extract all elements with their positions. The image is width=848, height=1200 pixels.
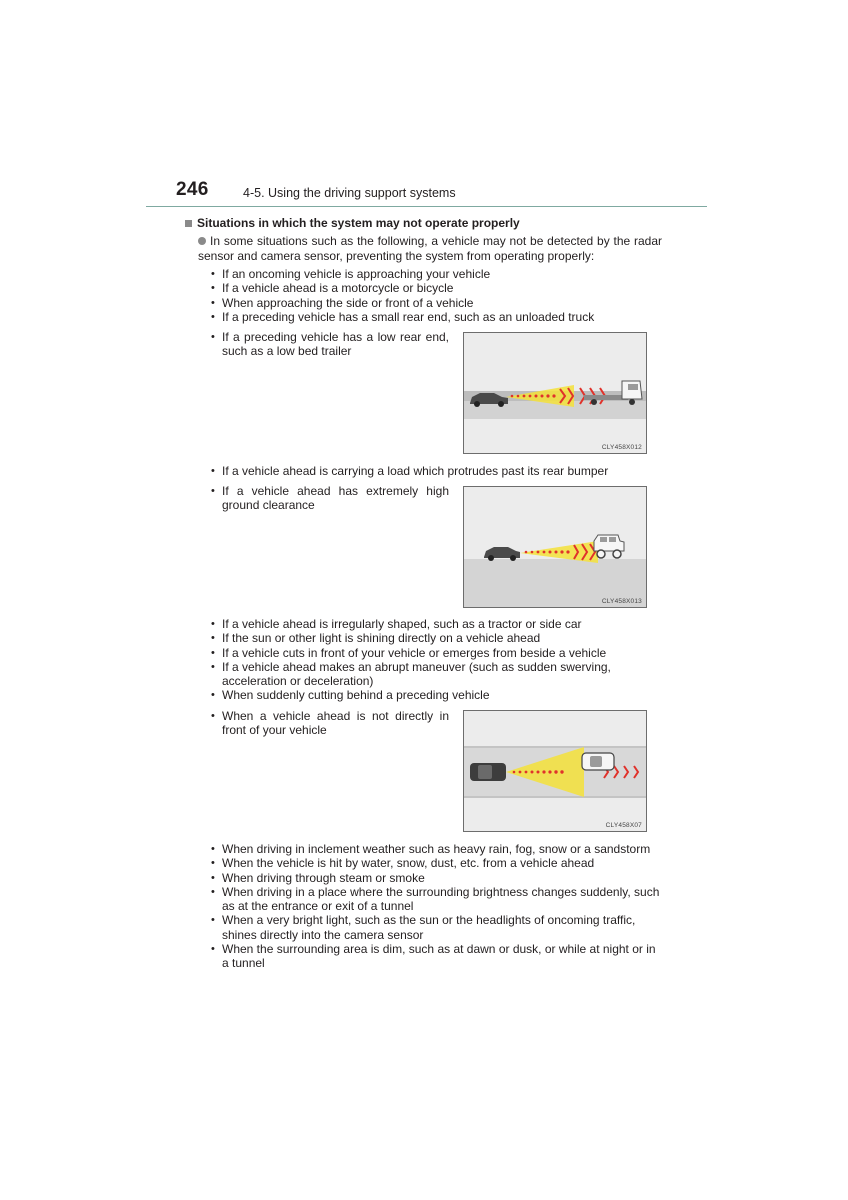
bullet-list-4	[209, 842, 661, 971]
list-item: • If a vehicle ahead makes an abrupt maneuver (such as sudden swerving, acceleration or deceleration)	[211, 659, 611, 689]
list-item: • If an oncoming vehicle is approaching your vehicle	[211, 267, 491, 281]
section-heading	[185, 216, 520, 230]
list-item: • If a vehicle ahead is a motorcycle or bicycle	[211, 281, 454, 296]
list-item: • If a vehicle cuts in front of your vehicle or emerges from beside a vehicle	[211, 645, 607, 660]
figure-3	[463, 710, 647, 832]
figure-code: CLY458X013	[601, 598, 642, 605]
radar-low-bed-trailer-illustration	[464, 333, 646, 453]
list-item: • When driving through steam or smoke	[211, 870, 425, 885]
list-item: • When driving in inclement weather such as heavy rain, fog, snow or a sandstorm	[211, 842, 651, 856]
circle-bullet-icon	[198, 237, 206, 245]
header-divider	[146, 206, 707, 207]
figure-code: CLY458X012	[601, 444, 642, 451]
list-item: • When the vehicle is hit by water, snow, dust, etc. from a vehicle ahead	[211, 856, 595, 871]
bullet-list-3	[209, 617, 664, 703]
section-title: Situations in which the system may not operate properly	[197, 216, 520, 230]
list-item: • If the sun or other light is shining directly on a vehicle ahead	[211, 631, 541, 646]
list-item: • If a vehicle ahead is carrying a load which protrudes past its rear bumper	[211, 464, 609, 478]
list-item: • If a preceding vehicle has a small rear end, such as an unloaded truck	[211, 309, 595, 324]
list-item: • When a very bright light, such as the sun or the headlights of oncoming traffic, shines directly into the camera sensor	[211, 913, 636, 942]
bullet-list-2	[209, 464, 664, 478]
radar-high-clearance-vehicle-illustration	[464, 487, 646, 607]
figure-caption-3: • When a vehicle ahead is not directly in front of your vehicle	[211, 709, 449, 738]
list-item: • When the surrounding area is dim, such as at dawn or dusk, or while at night or in a tunnel	[211, 942, 656, 971]
list-item: • When approaching the side or front of a vehicle	[211, 295, 474, 310]
radar-offset-vehicle-top-view-illustration	[464, 711, 646, 831]
intro-text: In some situations such as the following, a vehicle may not be detected by the radar sensor and camera sensor, preventing the system from operating properly:	[198, 234, 662, 263]
list-item: • When suddenly cutting behind a preceding vehicle	[211, 688, 490, 703]
chapter-title: 4-5. Using the driving support systems	[243, 186, 456, 200]
list-item: • When driving in a place where the surrounding brightness changes suddenly, such as at the entrance or exit of a tunnel	[211, 884, 660, 914]
page-number: 246	[176, 179, 209, 200]
intro-paragraph	[198, 234, 662, 263]
list-item: • If a vehicle ahead is irregularly shaped, such as a tractor or side car	[211, 617, 582, 631]
figure-1	[463, 332, 647, 454]
figure-code: CLY458X07	[605, 822, 642, 829]
figure-caption-1: • If a preceding vehicle has a low rear end, such as a low bed trailer	[211, 330, 449, 359]
figure-caption-2: • If a vehicle ahead has extremely high ground clearance	[211, 484, 449, 513]
square-bullet-icon	[185, 220, 192, 227]
bullet-list-1	[209, 267, 664, 324]
figure-2	[463, 486, 647, 608]
